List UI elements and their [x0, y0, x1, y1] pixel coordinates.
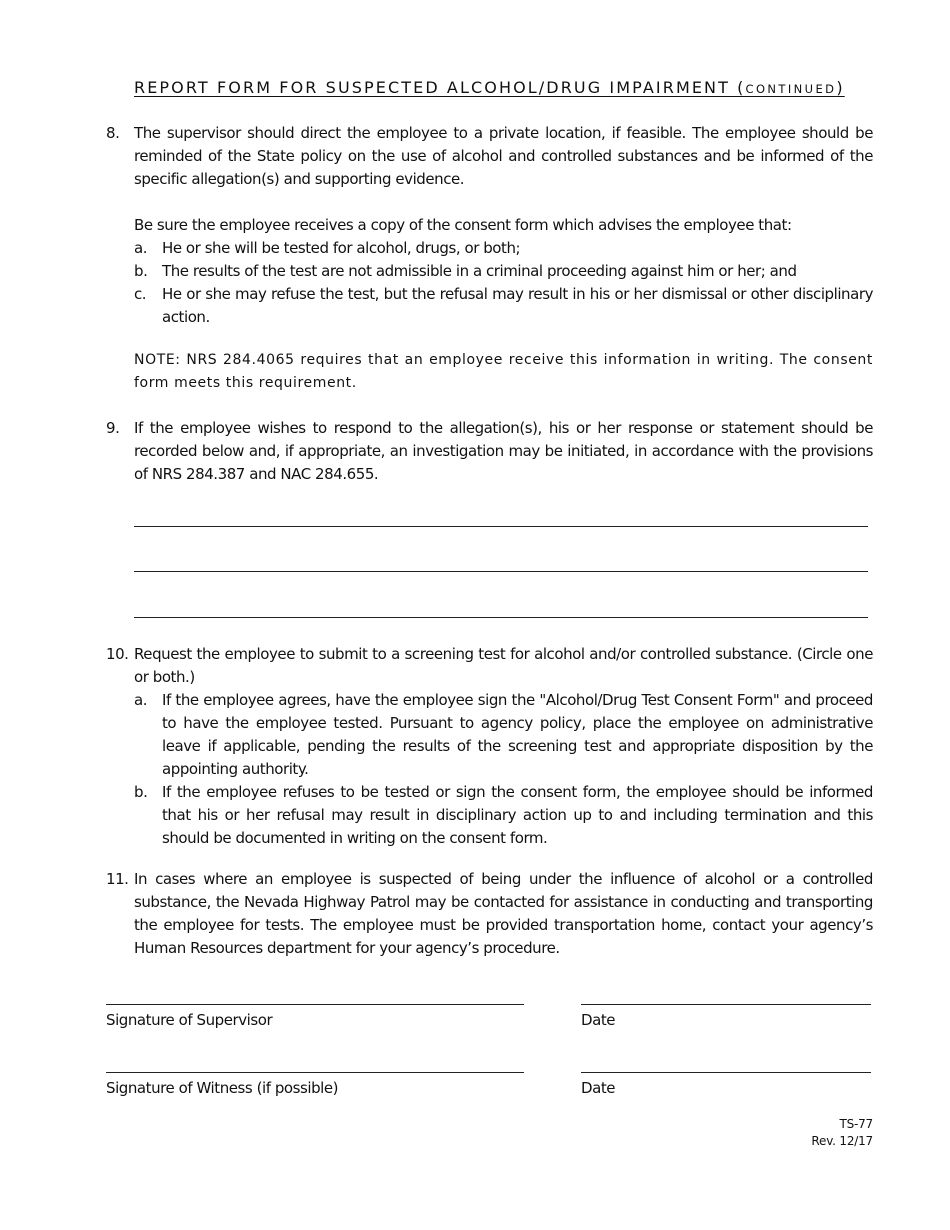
- list-marker: b.: [134, 783, 148, 801]
- supervisor-signature-line[interactable]: [106, 1004, 524, 1005]
- list-item: [106, 237, 873, 260]
- supervisor-signature-label: Signature of Supervisor: [106, 1011, 273, 1029]
- consent-list: [106, 237, 873, 329]
- item-11-number: 11.: [106, 870, 129, 888]
- list-marker: a.: [134, 691, 148, 709]
- list-marker: a.: [134, 239, 148, 257]
- list-item: [106, 260, 873, 283]
- item-10: [106, 643, 873, 850]
- list-item-text: The results of the test are not admissible in a criminal proceeding against him or her; and: [162, 262, 797, 280]
- title-main: REPORT FORM FOR SUSPECTED ALCOHOL/DRUG IMPAIRMENT (: [134, 78, 746, 97]
- list-item-text: He or she will be tested for alcohol, drugs, or both;: [162, 239, 521, 257]
- list-item-text: He or she may refuse the test, but the refusal may result in his or her dismissal or other disciplinary action.: [162, 285, 873, 326]
- item-9-text: If the employee wishes to respond to the allegation(s), his or her response or statement should be recorded below and, if appropriate, an investigation may be initiated, in accordance with the provisions of NRS 284.387 and NAC 284.655.: [134, 419, 873, 483]
- item-8-number: 8.: [106, 124, 120, 142]
- witness-signature-label: Signature of Witness (if possible): [106, 1079, 339, 1097]
- item-9: [106, 417, 873, 486]
- list-item: [106, 283, 873, 329]
- item-9-number: 9.: [106, 419, 120, 437]
- form-id: TS-77: [839, 1117, 873, 1131]
- list-marker: c.: [134, 285, 147, 303]
- page-title: [134, 78, 845, 97]
- supervisor-date-line[interactable]: [581, 1004, 871, 1005]
- consent-intro: Be sure the employee receives a copy of the consent form which advises the employee that:: [134, 216, 792, 234]
- response-line[interactable]: [134, 571, 868, 572]
- item-8: [106, 122, 873, 329]
- note-text: NOTE: NRS 284.4065 requires that an employee receive this information in writing. The consent form meets this requirement.: [134, 352, 873, 391]
- item-8-text: The supervisor should direct the employee to a private location, if feasible. The employee should be reminded of the State policy on the use of alcohol and controlled substances and be informed of the specific allegation(s) and supporting evidence.: [134, 124, 873, 188]
- list-item: [106, 689, 873, 781]
- item-10-text: Request the employee to submit to a screening test for alcohol and/or controlled substance. (Circle one or both.): [134, 645, 873, 686]
- list-item-text: If the employee agrees, have the employee sign the "Alcohol/Drug Test Consent Form" and proceed to have the employee tested. Pursuant to agency policy, place the employee on administrative leave if applicable, pending the results of the screening test and appropriate disposition by the appointing authority.: [162, 691, 873, 778]
- witness-date-line[interactable]: [581, 1072, 871, 1073]
- list-marker: b.: [134, 262, 148, 280]
- witness-signature-line[interactable]: [106, 1072, 524, 1073]
- test-option-list: [106, 689, 873, 850]
- response-line[interactable]: [134, 526, 868, 527]
- item-11-text: In cases where an employee is suspected of being under the influence of alcohol or a controlled substance, the Nevada Highway Patrol may be contacted for assistance in conducting and transporting the employee for tests. The employee must be provided transportation home, contact your agency’s Human Resources department for your agency’s procedure.: [134, 870, 873, 957]
- title-close: ): [836, 78, 845, 97]
- list-item: [106, 781, 873, 850]
- response-line[interactable]: [134, 617, 868, 618]
- item-11: [106, 868, 873, 960]
- form-revision: Rev. 12/17: [811, 1134, 873, 1148]
- list-item-text: If the employee refuses to be tested or sign the consent form, the employee should be informed that his or her refusal may result in disciplinary action up to and including termination and this should be documented in writing on the consent form.: [162, 783, 873, 847]
- witness-date-label: Date: [581, 1079, 616, 1097]
- title-continued: CONTINUED: [745, 82, 837, 96]
- item-10-number: 10.: [106, 645, 129, 663]
- supervisor-date-label: Date: [581, 1011, 616, 1029]
